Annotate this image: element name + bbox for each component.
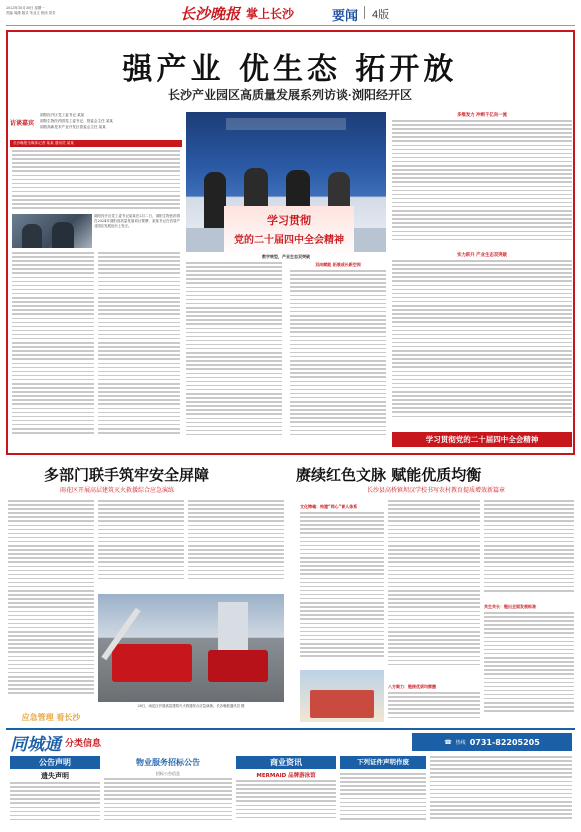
- col1-subtitle: 遗失声明: [41, 772, 69, 780]
- guests-box: [10, 112, 182, 138]
- guest-3: 浏阳高新技术产业开发区管委会主任 某某: [40, 125, 106, 129]
- masthead-logo: 长沙晚报: [180, 4, 241, 23]
- top-story-title: 强产业 优生态 拓开放: [122, 52, 458, 87]
- hotline-number: 0731-82205205: [469, 737, 540, 747]
- right-section-c: 共生共长：链出全面发展标准: [484, 604, 536, 609]
- classifieds-logo: 同城通: [10, 734, 61, 755]
- masthead-slogan: 掌上长沙: [246, 6, 295, 21]
- story-left-text-3: [188, 500, 284, 590]
- story-right-text-5: [484, 612, 574, 722]
- phone-icon: ☎: [444, 738, 452, 746]
- promo-box: [8, 712, 94, 722]
- col-f-text: [392, 260, 572, 430]
- col-b-text: [98, 252, 180, 447]
- hotline-label: 热线: [455, 739, 466, 746]
- story-left-text-2: [98, 500, 184, 590]
- intro-text: [12, 150, 180, 212]
- col-c-text: [186, 262, 282, 447]
- col-d-text: [290, 270, 386, 447]
- section-name: 要闻: [332, 8, 359, 23]
- col2-text: [104, 778, 232, 826]
- header-rule: [6, 25, 575, 26]
- dateline: 2023年10月30日 星期一 责编 周潇 版式 朱业文 校读 刘芳: [6, 6, 56, 15]
- col3-brand: MERMAID 品牌游泳馆: [256, 773, 316, 779]
- story-left-subtitle: 雨花区开展高层建筑灭火救援综合应急演练: [60, 488, 175, 494]
- col3-text: [236, 780, 336, 826]
- top-story-subtitle: 长沙产业园区高质量发展系列访谈·浏阳经开区: [168, 88, 412, 102]
- story-left-title: 多部门联手筑牢安全屏障: [44, 466, 210, 484]
- col3-title: 商业资讯: [236, 756, 336, 769]
- drill-caption: 28日，雨花区开展高层建筑灭火救援综合应急演练。长沙晚报通讯员 摄: [137, 704, 245, 708]
- side-quote: 浏阳经开区党工委书记某某在2月二日，浏阳生物医药园在2024年浏阳高质量发展项目观摩，某某书记在首届产业园区发展论坛上发言。: [94, 214, 180, 228]
- right-section-b: 八方聚力：链接优质均衡圈: [388, 684, 436, 689]
- right-section-a: 文化铸魂：构建“同心”育人体系: [300, 504, 358, 509]
- story-right-subtitle: 长沙县高桥镇坝汉学校书写农村教育提质增效新篇章: [366, 488, 505, 494]
- host-note: 长沙晚报全媒体记者 某某 通讯员 某某: [10, 140, 182, 147]
- masthead: [180, 3, 330, 23]
- story-right-text-1: [300, 512, 384, 667]
- subhead-3: 双向赋能 拓展成长新空间: [315, 262, 361, 267]
- col2-title: 物业服务招标公告: [136, 758, 200, 767]
- story-right-text-4: [484, 500, 574, 600]
- guest-2: 浏阳生物医药园党工委书记、管委会主任 某某: [40, 119, 114, 123]
- col5-text: [430, 756, 572, 826]
- classifieds-brand: [10, 731, 150, 753]
- col1-title: 公告声明: [10, 756, 100, 769]
- col4-text: [340, 773, 426, 826]
- drill-photo: [98, 594, 284, 702]
- guest-1: 浏阳经开区党工委书记 某某: [40, 113, 85, 117]
- photo-caption: 数字转型，产业生态双突破: [262, 254, 310, 259]
- story-right-text-3: [388, 692, 480, 722]
- side-photo: [12, 214, 92, 248]
- story-right-text-2: [388, 500, 480, 680]
- study-bottom-banner: 学习贯彻党的二十届四中全会精神: [392, 432, 572, 447]
- school-photo: [300, 670, 384, 722]
- col4-title: 下列证件声明作废: [340, 756, 426, 769]
- story-left-text-1: [8, 500, 94, 710]
- study-banner-line1: 学习贯彻: [267, 214, 311, 227]
- promo-label: 应急管理 看长沙: [21, 713, 81, 722]
- study-banner-line2: 党的二十届四中全会精神: [234, 235, 344, 246]
- page-number: 4版: [372, 9, 390, 21]
- subhead-1: 多维发力 冲刺千亿向一流: [457, 113, 507, 118]
- hotline-bar[interactable]: [412, 733, 572, 751]
- header-divider: [364, 6, 365, 19]
- guests-label: 访谈嘉宾: [10, 120, 35, 127]
- story-right-title: 赓续红色文脉 赋能优质均衡: [296, 466, 482, 484]
- col-e-text: [392, 120, 572, 250]
- col2-subtitle: 招标公告信息: [156, 771, 180, 776]
- col1-text: [10, 782, 100, 826]
- col-a-text: [12, 252, 94, 447]
- subhead-2: 实力跃升 产业生态双突破: [457, 253, 507, 258]
- study-banner: [224, 206, 354, 258]
- classifieds-tag: 分类信息: [65, 738, 102, 749]
